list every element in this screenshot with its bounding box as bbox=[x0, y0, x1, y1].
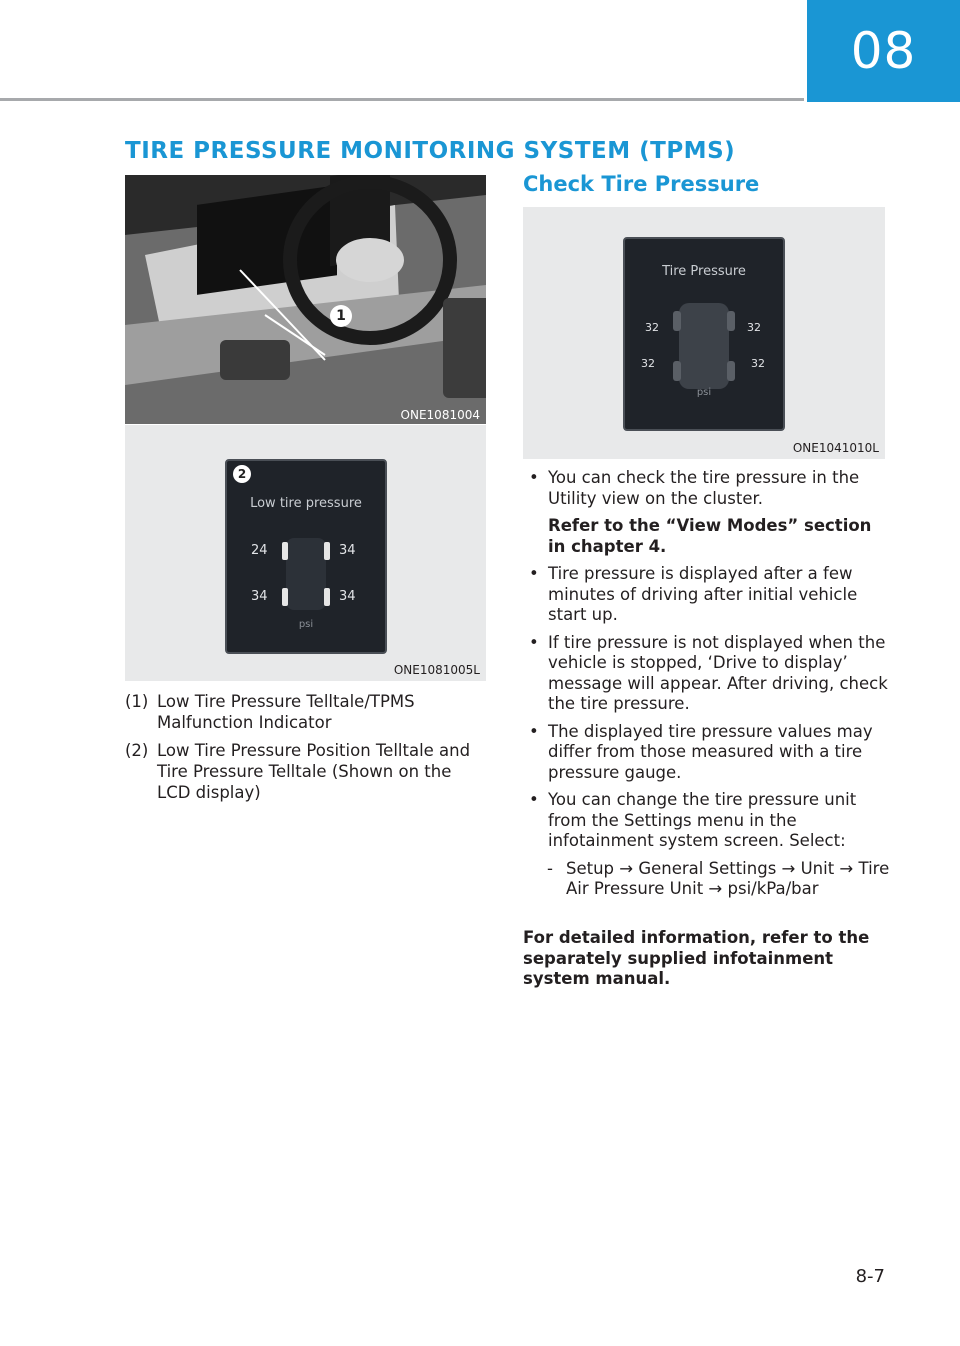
caption-text: Low Tire Pressure Position Telltale and Tire Pressure Telltale (Shown on the LCD display) bbox=[157, 741, 471, 802]
dash-text: Setup → General Settings → Unit → Tire Air Pressure Unit → psi/kPa/bar bbox=[566, 858, 890, 898]
caption-marker: (2) bbox=[125, 741, 149, 760]
caption-text: Low Tire Pressure Telltale/TPMS Malfunction Indicator bbox=[157, 692, 415, 732]
dash-item bbox=[523, 859, 893, 900]
low-tire-pressure-icon bbox=[443, 298, 486, 398]
bullet-text: • You can change the tire pressure unit from the Settings menu in the infotainment system screen. Select: bbox=[548, 790, 857, 850]
tire-pressure-figure bbox=[523, 207, 885, 459]
rear-right-pressure: 34 bbox=[339, 589, 356, 604]
lcd-title: Low tire pressure bbox=[250, 496, 362, 511]
pressure-unit: psi bbox=[696, 387, 712, 398]
front-left-pressure: 24 bbox=[251, 543, 268, 558]
rear-left-pressure: 32 bbox=[641, 357, 655, 370]
callout-1: 1 bbox=[330, 305, 352, 327]
dash-marker: - bbox=[547, 858, 553, 878]
rear-right-pressure: 32 bbox=[751, 357, 765, 370]
page-number: 8-7 bbox=[855, 1266, 885, 1287]
pressure-unit: psi bbox=[298, 619, 314, 630]
bullet-item: • Tire pressure is displayed after a few minutes of driving after initial vehicle start up. bbox=[523, 564, 893, 626]
lcd-display bbox=[225, 459, 387, 654]
tpms-warning-inset bbox=[443, 298, 486, 398]
dashboard-illustration bbox=[125, 175, 486, 424]
lcd-display bbox=[623, 237, 785, 431]
bullet-text: • You can check the tire pressure in the Utility view on the cluster. bbox=[548, 468, 860, 508]
figure-captions bbox=[125, 691, 485, 810]
figure-code: ONE1041010L bbox=[792, 441, 879, 455]
bullet-list bbox=[523, 468, 893, 900]
callout-2: 2 bbox=[233, 465, 251, 483]
car-top-view-icon bbox=[282, 536, 330, 612]
car-top-view-icon bbox=[673, 301, 735, 391]
bullet-item bbox=[523, 790, 893, 852]
dashboard-figure bbox=[125, 175, 486, 424]
final-note: For detailed information, refer to the separately supplied infotainment system manual. bbox=[523, 928, 870, 988]
caption-item bbox=[125, 740, 485, 803]
figure-code: ONE1081004 bbox=[400, 408, 480, 422]
front-left-pressure: 32 bbox=[645, 321, 659, 334]
figure-code: ONE1081005L bbox=[393, 663, 480, 677]
bullet-note: Refer to the “View Modes” section in chapter 4. bbox=[548, 516, 872, 556]
section-title: TIRE PRESSURE MONITORING SYSTEM (TPMS) bbox=[125, 138, 736, 164]
bullet-item bbox=[523, 468, 893, 557]
front-right-pressure: 34 bbox=[339, 543, 356, 558]
caption-marker: (1) bbox=[125, 692, 149, 711]
rear-left-pressure: 34 bbox=[251, 589, 268, 604]
lcd-title: Tire Pressure bbox=[662, 264, 746, 279]
chapter-tab: 08 bbox=[807, 0, 960, 102]
bullet-item: • If tire pressure is not displayed when the vehicle is stopped, ‘Drive to display’ message will appear. After driving, check the tire pressure. bbox=[523, 633, 893, 715]
subheading: Check Tire Pressure bbox=[523, 172, 760, 196]
front-right-pressure: 32 bbox=[747, 321, 761, 334]
low-tire-pressure-figure bbox=[125, 425, 486, 681]
header-rule bbox=[0, 98, 804, 101]
bullet-item: • The displayed tire pressure values may differ from those measured with a tire pressure gauge. bbox=[523, 722, 893, 784]
caption-item bbox=[125, 691, 485, 733]
